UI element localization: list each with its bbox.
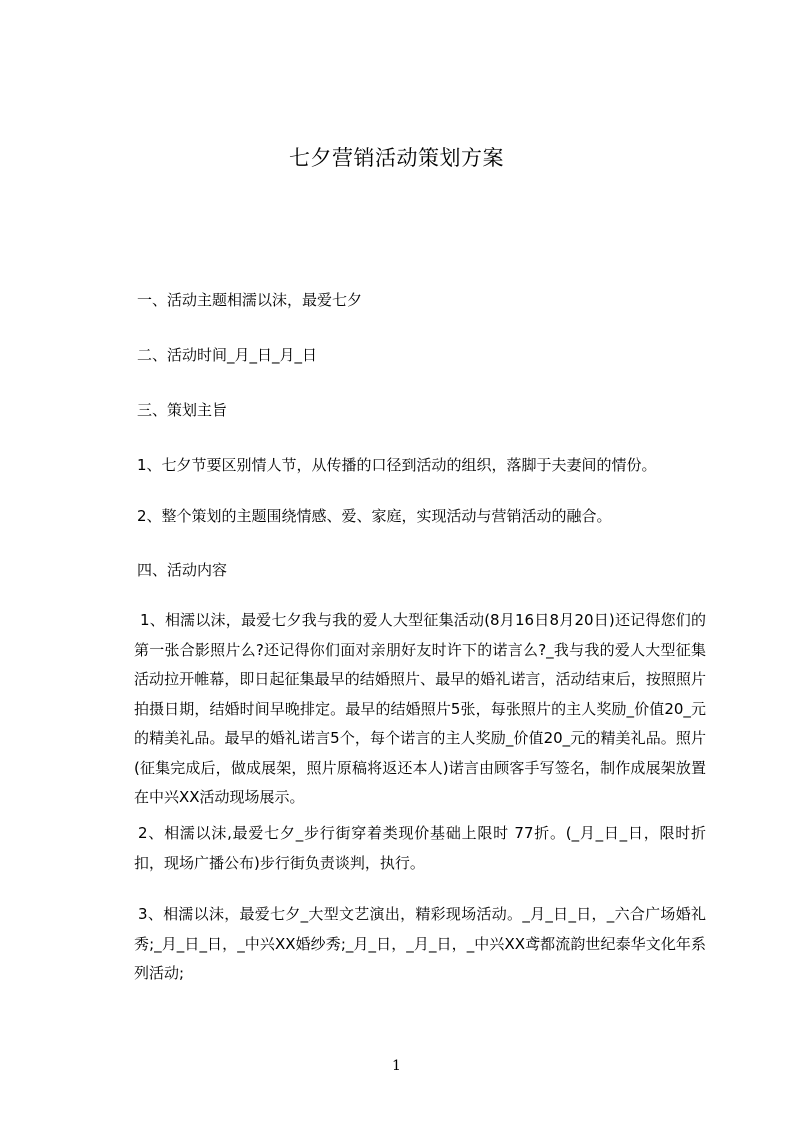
section-heading-theme: 一、活动主题相濡以沫，最爱七夕 — [137, 291, 363, 309]
content-paragraph-1-text: 1、相濡以沫，最爱七夕我与我的爱人大型征集活动(8月16日8月20日)还记得您们的第一张合影照片么?还记得你们面对亲朋好友时许下的诺言么?_我与我的爱人大型征集活动拉开帷幕，即日起征集最早的结婚照片、最早的婚礼诺言，活动结束后，按照照片拍摄日期，结婚时间早晚排定。最早的结婚照片5张，每张照片的主人奖励_价值20_元的精美礼品。最早的婚礼诺言5个，每个诺言的主人奖励_价值20_元的精美礼品。照片(征集完成后，做成展架，照片原稿将返还本人)诺言由顾客手写签名，制作成展架放置在中兴XX活动现场展示。 — [134, 611, 706, 806]
purpose-item-2: 2、整个策划的主题围绕情感、爱、家庭，实现活动与营销活动的融合。 — [137, 507, 612, 525]
content-paragraph-1 — [134, 606, 706, 813]
section-heading-purpose: 三、策划主旨 — [137, 401, 228, 419]
content-paragraph-3-text: 3、相濡以沫，最爱七夕_大型文艺演出，精彩现场活动。_月_日_日，_六合广场婚礼秀;_月_日_日，_中兴XX婚纱秀;_月_日，_月_日，_中兴XX鸢都流韵世纪泰华文化年系列活动; — [134, 905, 706, 982]
purpose-item-1: 1、七夕节要区别情人节，从传播的口径到活动的组织，落脚于夫妻间的情份。 — [137, 456, 657, 474]
content-paragraph-2-text: 2、相濡以沫,最爱七夕_步行街穿着类现价基础上限时 77折。(_月_日_日，限时折扣，现场广播公布)步行街负责谈判，执行。 — [134, 824, 706, 872]
page-number: 1 — [392, 1058, 401, 1074]
content-paragraph-3 — [134, 900, 706, 989]
content-paragraph-2 — [134, 819, 706, 878]
document-title: 七夕营销活动策划方案 — [289, 146, 504, 170]
section-heading-time: 二、活动时间_月_日_月_日 — [137, 346, 318, 364]
section-heading-content: 四、活动内容 — [137, 561, 228, 579]
